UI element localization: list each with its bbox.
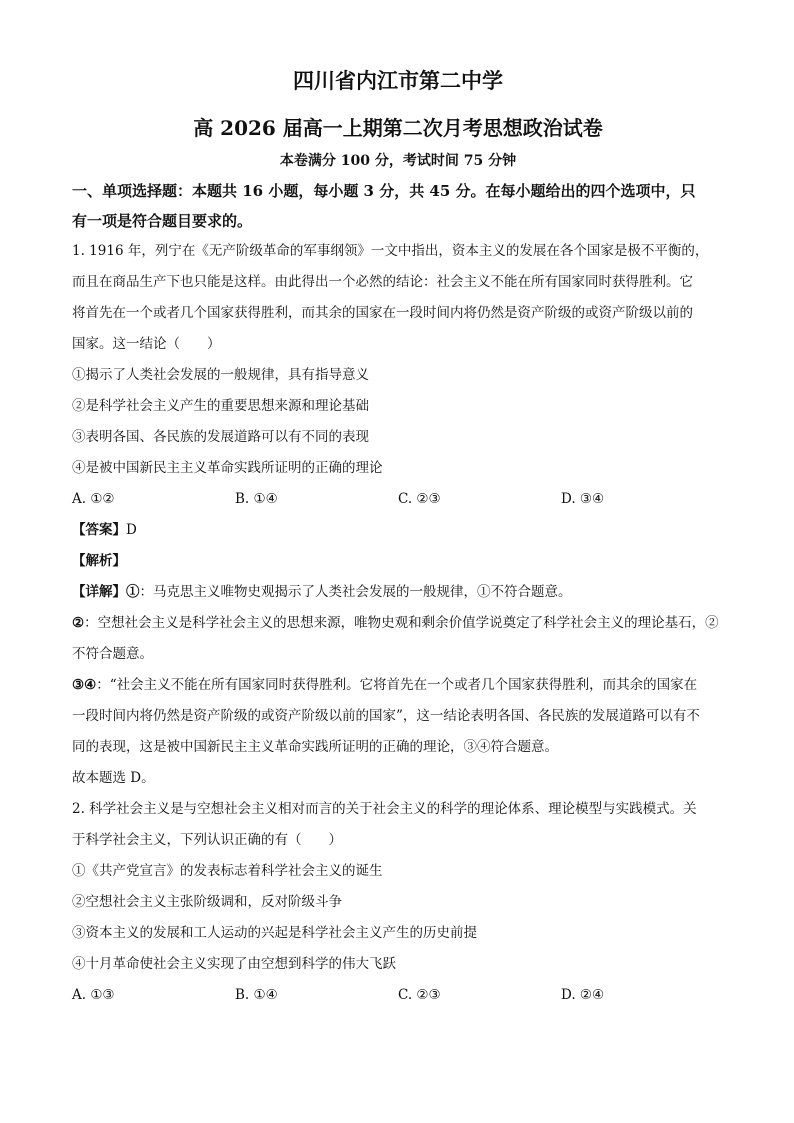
option-d: D. ②④ [561,987,605,1003]
question-stem-line: 国家。这一结论（ ） [72,336,221,352]
option-b: B. ①④ [235,491,278,507]
exam-title: 高 2026 届高一上期第二次月考思想政治试卷 [193,116,603,140]
detail-lead: ③④ [72,677,97,693]
option-c: C. ②③ [398,491,441,507]
school-name: 四川省内江市第二中学 [293,68,503,93]
detail-line: 故本题选 D。 [72,770,155,786]
question-2 [72,794,724,1011]
exam-subtitle: 本卷满分 100 分，考试时间 75 分钟 [279,153,517,169]
detail-label: 【详解】 [72,584,126,600]
detail-line [72,577,724,608]
question-item: ①揭示了人类社会发展的一般规律，具有指导意义 [72,367,369,383]
option-b: B. ①④ [235,987,278,1003]
answer-line [72,515,724,546]
answer-value: D [126,522,137,538]
question-stem-line: 将首先在一个或者几个国家获得胜利，而其余的国家在一段时间内将仍然是资产阶级的或资产阶级以前的 [72,305,693,321]
detail-line [72,608,724,639]
detail-lead: ② [72,615,85,631]
question-item: ③资本主义的发展和工人运动的兴起是科学社会主义产生的历史前提 [72,925,477,941]
detail-text: ：“社会主义不能在所有国家同时获得胜利。它将首先在一个或者几个国家获得胜利，而其余的国家在 [96,677,698,693]
option-a: A. ①② [72,491,115,507]
detail-line: 不符合题意。 [72,646,153,662]
question-item: ③表明各国、各民族的发展道路可以有不同的表现 [72,429,369,445]
question-item: ②空想社会主义主张阶级调和，反对阶级斗争 [72,894,342,910]
answer-label: 【答案】 [72,522,126,538]
answer-options [72,980,724,1011]
question-stem-line: 于科学社会主义，下列认识正确的有（ ） [72,832,342,848]
detail-text: ：马克思主义唯物史观揭示了人类社会发展的一般规律，①不符合题意。 [139,584,572,600]
analysis-label: 【解析】 [72,553,126,569]
detail-text: ：空想社会主义是科学社会主义的思想来源，唯物史观和剩余价值学说奠定了科学社会主义的理论基石，② [84,615,719,631]
question-item: ②是科学社会主义产生的重要思想来源和理论基础 [72,398,369,414]
question-1 [72,236,724,794]
question-item: ④是被中国新民主主义革命实践所证明的正确的理论 [72,460,383,476]
option-d: D. ③④ [561,491,605,507]
detail-line [72,670,724,701]
exam-page [72,64,724,1011]
answer-options [72,484,724,515]
section-heading [72,176,724,236]
question-stem-line: 1. 1916 年，列宁在《无产阶级革命的军事纲领》一文中指出，资本主义的发展在各个国家是极不平衡的， [72,243,709,259]
question-stem-line: 2. 科学社会主义是与空想社会主义相对而言的关于社会主义的科学的理论体系、理论模型与实践模式。关 [72,801,697,817]
question-item: ④十月革命使社会主义实现了由空想到科学的伟大飞跃 [72,956,396,972]
section-heading-line: 一、单项选择题：本题共 16 小题，每小题 3 分，共 45 分。在每小题给出的四个选项中，只 [72,182,696,200]
section-heading-line: 有一项是符合题目要求的。 [72,212,253,230]
detail-line: 同的表现，这是被中国新民主主义革命实践所证明的正确的理论，③④符合题意。 [72,739,558,755]
option-c: C. ②③ [398,987,441,1003]
detail-lead: ① [126,584,140,600]
detail-line: 一段时间内将仍然是资产阶级的或资产阶级以前的国家”，这一结论表明各国、各民族的发展道路可以有不 [72,708,700,724]
question-stem-line: 而且在商品生产下也只能是这样。由此得出一个必然的结论：社会主义不能在所有国家同时获得胜利。它 [72,274,693,290]
question-item: ①《共产党宣言》的发表标志着科学社会主义的诞生 [72,863,383,879]
option-a: A. ①③ [72,987,115,1003]
